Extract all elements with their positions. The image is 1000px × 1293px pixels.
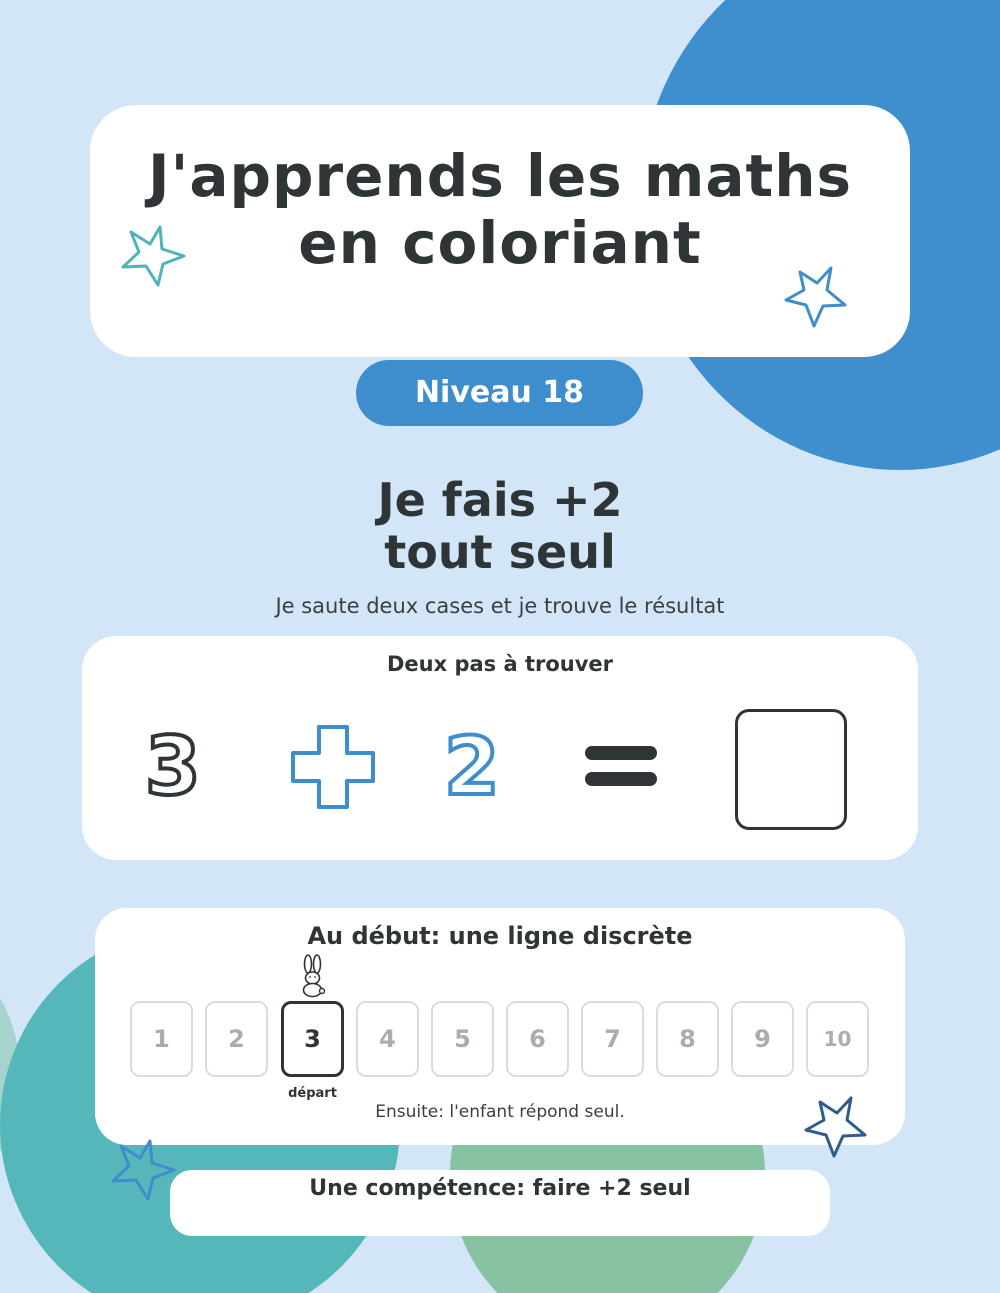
number-cell-1[interactable]: 1 (130, 1001, 193, 1077)
level-badge: Niveau 18 (356, 360, 643, 426)
star-icon (120, 224, 186, 288)
number-line-note: Ensuite: l'enfant répond seul. (375, 1102, 625, 1122)
number-cell-8[interactable]: 8 (656, 1001, 719, 1077)
number-cell-7[interactable]: 7 (581, 1001, 644, 1077)
operand-b: 2 (444, 720, 500, 813)
skill-text: Une compétence: faire +2 seul (309, 1176, 691, 1201)
lesson-title-line-2: tout seul (384, 525, 616, 579)
number-cell-2[interactable]: 2 (205, 1001, 268, 1077)
number-cell-6[interactable]: 6 (506, 1001, 569, 1077)
answer-box[interactable] (735, 709, 847, 830)
equation-card-title: Deux pas à trouver (386, 652, 614, 676)
start-label: départ (288, 1086, 337, 1101)
number-cell-9[interactable]: 9 (731, 1001, 794, 1077)
page-title-line-2: en coloriant (298, 209, 702, 277)
plus-sign-icon (291, 725, 375, 809)
page-title (90, 143, 910, 277)
number-cell-4[interactable]: 4 (356, 1001, 419, 1077)
equals-sign-icon (584, 744, 658, 788)
bunny-icon (298, 954, 328, 998)
number-cell-5[interactable]: 5 (431, 1001, 494, 1077)
number-line-title: Au début: une ligne discrète (307, 922, 693, 950)
lesson-title (0, 474, 1000, 578)
operand-a: 3 (145, 720, 201, 813)
lesson-title-line-1: Je fais +2 (377, 473, 623, 527)
page-title-line-1: J'apprends les maths (147, 142, 853, 210)
number-cell-3-start[interactable]: 3 (281, 1001, 344, 1077)
star-icon (803, 1094, 869, 1158)
number-cell-10[interactable]: 10 (806, 1001, 869, 1077)
lesson-subtitle: Je saute deux cases et je trouve le résultat (275, 594, 725, 618)
star-icon (783, 264, 849, 328)
